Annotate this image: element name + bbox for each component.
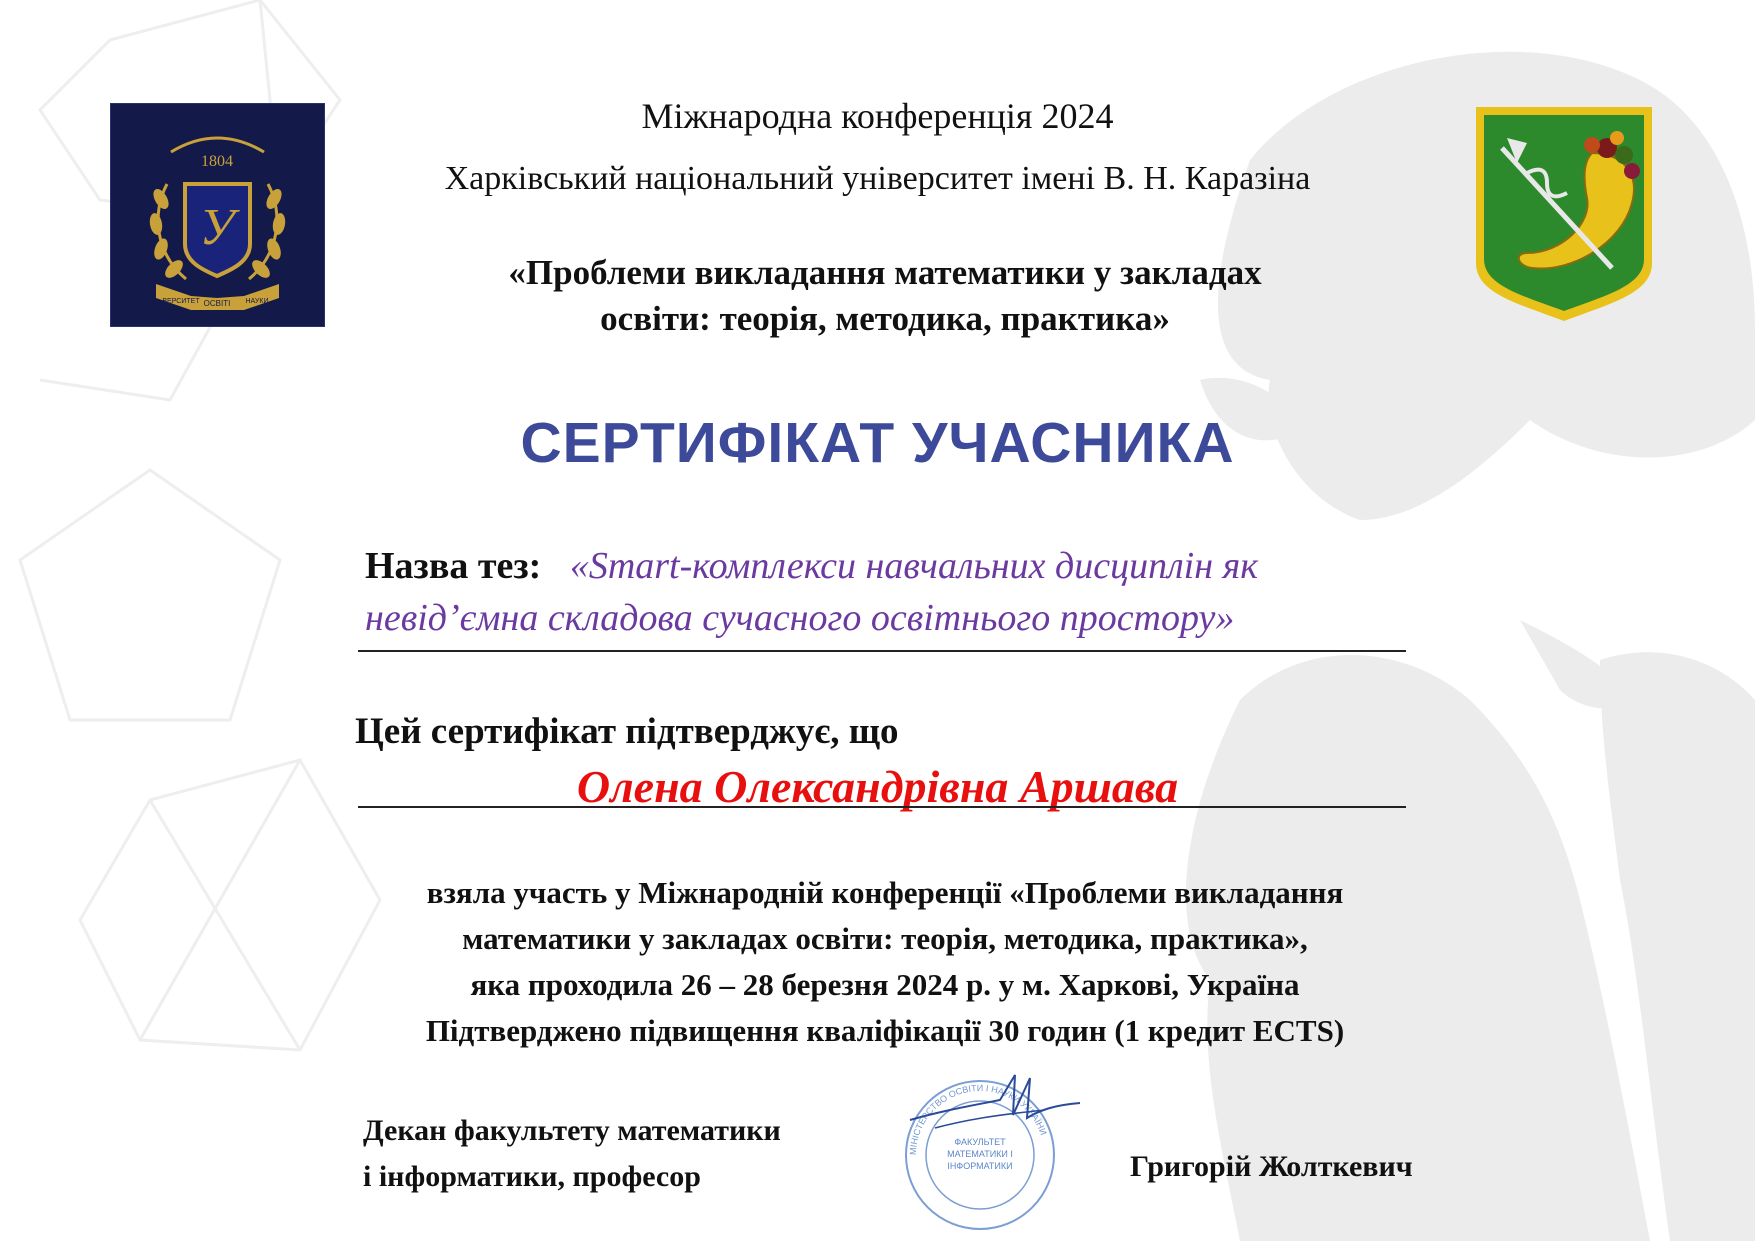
participant-name: Олена Олександрівна Аршава bbox=[576, 761, 1179, 812]
participation-line3: яка проходила 26 – 28 березня 2024 р. у м. Харкові, Україна bbox=[470, 967, 1300, 1002]
university-crest-icon bbox=[111, 104, 324, 326]
thesis-label: Назва тез: bbox=[365, 545, 542, 587]
thesis-title-line2: невід’ємна складова сучасного освітнього простору» bbox=[365, 597, 1235, 639]
svg-text:1804: 1804 bbox=[201, 153, 233, 170]
thesis-block bbox=[365, 540, 1410, 644]
conference-topic bbox=[330, 250, 1440, 342]
signatory-name: Григорій Жолткевич bbox=[1130, 1150, 1413, 1183]
university-name: Харківський національний університет імені В. Н. Каразіна bbox=[444, 160, 1311, 197]
svg-text:У: У bbox=[199, 199, 235, 256]
svg-text:ФАКУЛЬТЕТ: ФАКУЛЬТЕТ bbox=[954, 1137, 1006, 1147]
name-underline bbox=[358, 806, 1406, 808]
thesis-underline bbox=[358, 650, 1406, 652]
svg-text:ІНФОРМАТИКИ: ІНФОРМАТИКИ bbox=[947, 1161, 1013, 1171]
signatory-position-line2: і інформатики, професор bbox=[363, 1160, 701, 1193]
conference-topic-line1: «Проблеми викладання математики у закладах bbox=[508, 253, 1262, 292]
thesis-title-line1: «Smart-комплекси навчальних дисциплін як bbox=[569, 545, 1259, 587]
handwritten-signature bbox=[905, 1070, 1085, 1140]
svg-text:ОСВІТІ: ОСВІТІ bbox=[203, 299, 231, 308]
conference-topic-line2: освіти: теорія, методика, практика» bbox=[600, 299, 1170, 338]
conference-heading: Міжнародна конференція 2024 bbox=[641, 96, 1114, 136]
svg-text:НАУКИ: НАУКИ bbox=[245, 298, 269, 305]
participation-line2: математики у закладах освіти: теорія, методика, практика», bbox=[462, 921, 1308, 956]
participation-line1: взяла участь у Міжнародній конференції «Проблеми викладання bbox=[426, 875, 1344, 910]
svg-text:МІНІСТЕРСТВО ОСВІТИ І НАУКИ УК: МІНІСТЕРСТВО ОСВІТИ І НАУКИ УКРАЇНИ bbox=[907, 1082, 1049, 1156]
signatory-position-line1: Декан факультету математики bbox=[363, 1114, 781, 1147]
svg-text:МАТЕМАТИКИ І: МАТЕМАТИКИ І bbox=[947, 1149, 1013, 1159]
confirm-text: Цей сертифікат підтверджує, що bbox=[355, 711, 899, 752]
signatory-position bbox=[363, 1108, 781, 1200]
certificate-title: СЕРТИФІКАТ УЧАСНИКА bbox=[520, 411, 1235, 475]
participation-text bbox=[330, 870, 1440, 1054]
thesis-line1 bbox=[365, 540, 1410, 592]
svg-text:ВЕРСИТЕТ: ВЕРСИТЕТ bbox=[162, 298, 200, 305]
participation-line4: Підтверджено підвищення кваліфікації 30 годин (1 кредит ECTS) bbox=[425, 1013, 1345, 1048]
